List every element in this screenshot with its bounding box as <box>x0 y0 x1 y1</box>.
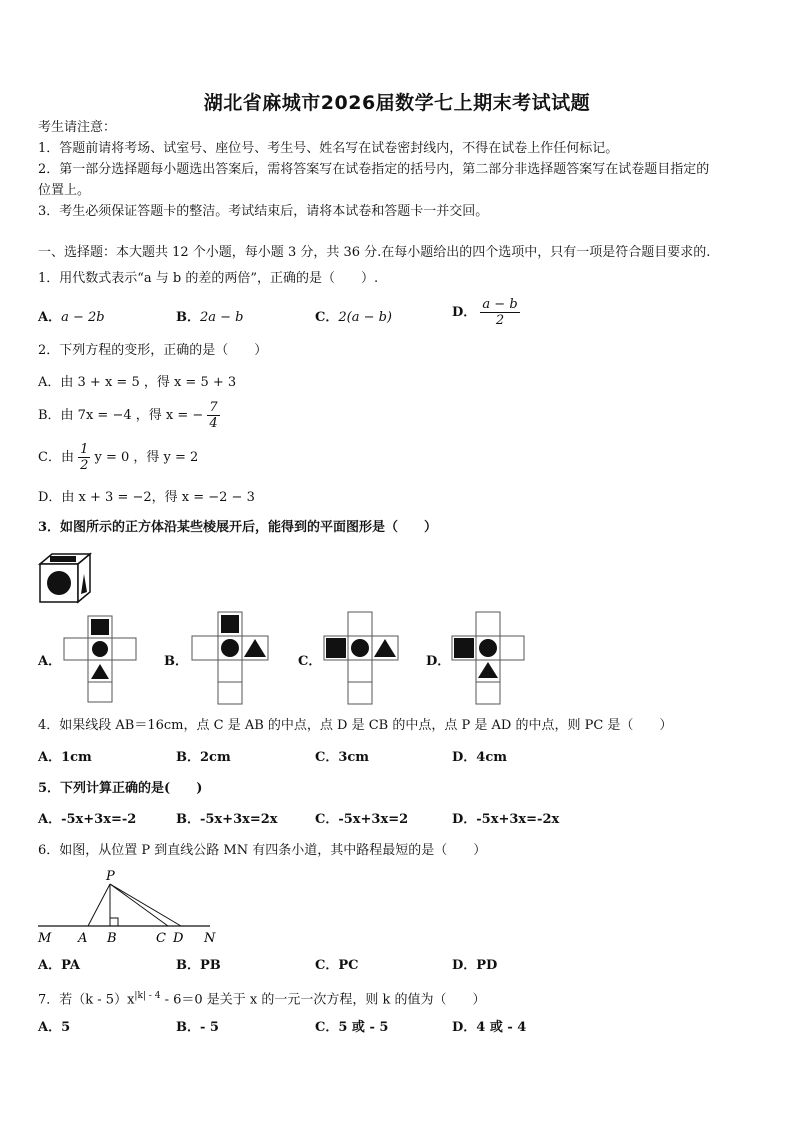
q4-option-b: B．2cm <box>176 750 231 765</box>
q3-option-b-net[interactable] <box>190 610 270 706</box>
q2-c-numerator: 1 <box>80 442 89 457</box>
q2-b-numerator: 7 <box>209 400 218 415</box>
q2-b-denominator: 4 <box>209 416 218 431</box>
q2-c-fraction <box>78 442 90 473</box>
notice-item-1: 1．答题前请将考场、试室号、座位号、考生号、姓名写在试卷密封线内，不得在试卷上作任何标记。 <box>38 141 619 156</box>
q1-option-d <box>452 297 520 328</box>
q1-c-expr: 2(a − b) <box>338 310 393 325</box>
notice-heading: 考生请注意： <box>38 120 117 135</box>
q7-option-a: A．5 <box>38 1020 71 1035</box>
q3-stem: 3．如图所示的正方体沿某些棱展开后，能得到的平面图形是（ ） <box>38 520 438 535</box>
q2-c-suffix: y = 0 ，得 y = 2 <box>94 450 199 465</box>
notice-item-2: 2．第一部分选择题每小题选出答案后，需将答案写在试卷指定的括号内，第二部分非选择题答案写在试卷题目指定的 <box>38 162 710 177</box>
notice-item-2-cont: 位置上。 <box>38 183 91 198</box>
q5-option-b: B．-5x+3x=2x <box>176 812 278 827</box>
q3-option-c-label: C． <box>298 654 322 669</box>
q5-option-c: C．-5x+3x=2 <box>315 812 409 827</box>
q3-option-c-net[interactable] <box>322 610 400 706</box>
q6-label-a: A <box>78 931 88 946</box>
q6-option-b: B．PB <box>176 958 221 973</box>
q2-c-denominator: 2 <box>80 458 89 473</box>
q2-option-b <box>38 400 220 431</box>
q2-option-d: D．由 x + 3 = −2，得 x = −2 − 3 <box>38 490 255 505</box>
q4-stem: 4．如果线段 AB＝16cm，点 C 是 AB 的中点，点 D 是 CB 的中点，点 P 是 AD 的中点，则 PC 是（ ） <box>38 718 673 733</box>
q7-stem-prefix: 7．若（k - 5）x <box>38 992 135 1008</box>
q1-a-expr: a − 2b <box>61 310 105 325</box>
q6-option-a: A．PA <box>38 958 81 973</box>
q5-option-a: A．-5x+3x=-2 <box>38 812 137 827</box>
q6-label-p: P <box>106 869 115 884</box>
q7-option-c: C．5 或 - 5 <box>315 1020 389 1035</box>
q3-option-a-net[interactable] <box>64 614 136 704</box>
page-title: 湖北省麻城市2026届数学七上期末考试试题 <box>203 92 591 114</box>
q4-option-c: C．3cm <box>315 750 370 765</box>
q6-stem: 6．如图，从位置 P 到直线公路 MN 有四条小道，其中路程最短的是（ ） <box>38 843 487 858</box>
q1-option-a <box>38 306 105 325</box>
q1-b-expr: 2a − b <box>200 310 244 325</box>
q1-stem: 1．用代数式表示“a 与 b 的差的两倍”，正确的是（ ）. <box>38 271 379 286</box>
q1-a-label: A． <box>38 310 62 325</box>
q1-b-label: B． <box>176 310 200 325</box>
q1-option-b <box>176 306 244 325</box>
q5-option-d: D．-5x+3x=-2x <box>452 812 560 827</box>
q7-exponent: |k| - 4 <box>134 991 161 1001</box>
q1-d-numerator: a − b <box>482 297 518 312</box>
q1-d-denominator: 2 <box>495 313 505 328</box>
q6-option-c: C．PC <box>315 958 359 973</box>
q4-option-d: D．4cm <box>452 750 507 765</box>
q2-option-a: A．由 3 + x = 5 ，得 x = 5 + 3 <box>38 375 237 390</box>
q6-label-m: M <box>38 931 52 946</box>
q7-stem <box>38 986 486 1010</box>
q2-b-fraction <box>207 400 219 431</box>
q6-label-c: C <box>156 931 166 946</box>
q2-stem: 2．下列方程的变形，正确的是（ ） <box>38 343 268 358</box>
q6-figure <box>38 866 218 948</box>
q2-option-c <box>38 442 198 473</box>
q1-c-label: C． <box>315 310 339 325</box>
q2-b-text: B．由 7x = −4 ，得 x = − <box>38 408 204 423</box>
q4-option-a: A．1cm <box>38 750 92 765</box>
q3-option-b-label: B． <box>164 654 188 669</box>
q2-c-prefix: C．由 <box>38 450 74 465</box>
section-heading: 一、选择题：本大题共 12 个小题，每小题 3 分，共 36 分.在每小题给出的四个选项中，只有一项是符合题目要求的. <box>38 245 711 260</box>
q1-d-fraction <box>480 297 519 328</box>
notice-item-3: 3．考生必须保证答题卡的整洁。考试结束后，请将本试卷和答题卡一并交回。 <box>38 204 489 219</box>
q3-cube-figure <box>38 552 92 604</box>
q6-label-n: N <box>204 931 216 946</box>
q7-option-d: D．4 或 - 4 <box>452 1020 527 1035</box>
q6-label-d: D <box>173 931 184 946</box>
q6-label-b: B <box>107 931 117 946</box>
q3-option-d-net[interactable] <box>450 610 526 706</box>
q3-option-a-label: A． <box>38 654 62 669</box>
q1-option-c <box>315 306 392 325</box>
q3-option-d-label: D． <box>426 654 451 669</box>
q7-stem-suffix: - 6＝0 是关于 x 的一元一次方程，则 k 的值为（ ） <box>160 992 486 1008</box>
q7-option-b: B．- 5 <box>176 1020 219 1035</box>
q5-stem: 5．下列计算正确的是( ) <box>38 781 203 796</box>
q6-option-d: D．PD <box>452 958 498 973</box>
q1-d-label: D． <box>452 305 477 320</box>
